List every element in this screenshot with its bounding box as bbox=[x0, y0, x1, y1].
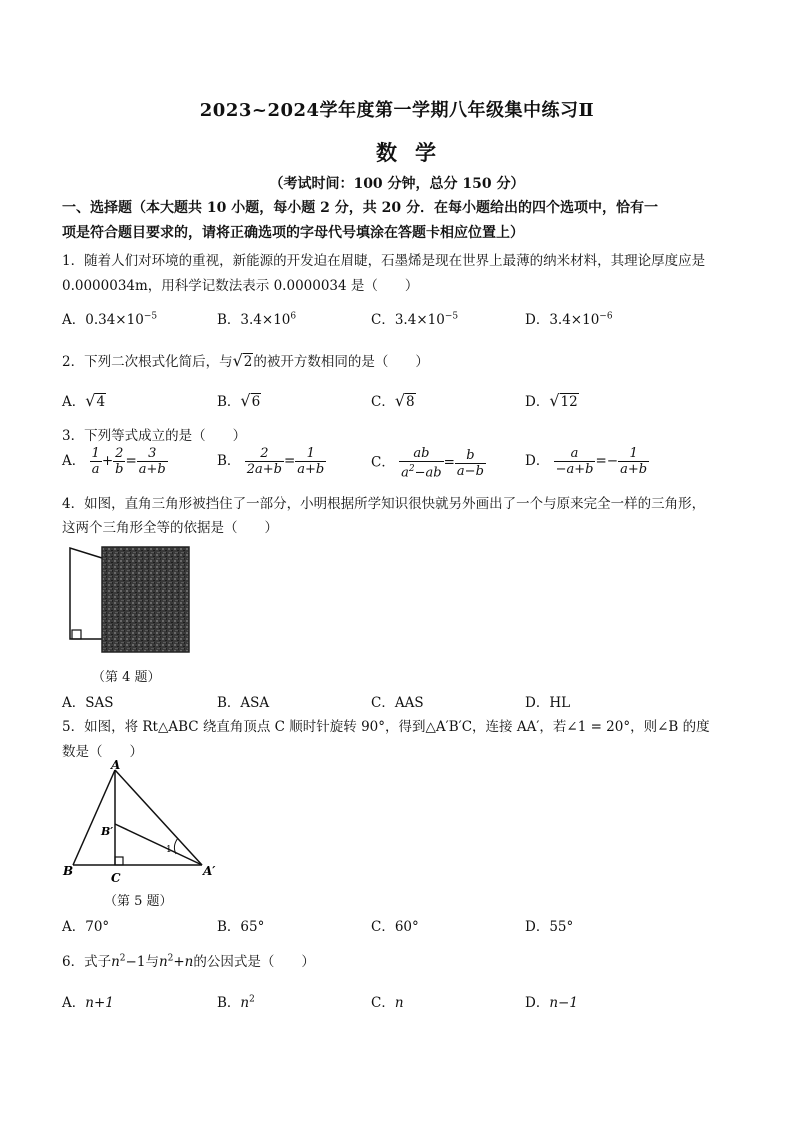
page-title: 2023~2024学年度第一学期八年级集中练习Ⅱ bbox=[199, 100, 595, 121]
q5-stem-line1: 5．如图，将 Rt△ABC 绕直角顶点 C 顺时针旋转 90°，得到△A′B′C，连接 AA′，若∠1 = 20°，则∠B 的度 bbox=[62, 719, 710, 735]
q6-stem: 6．式子$n^2-1$与$n^2+n$的公因式是（ ） bbox=[62, 953, 315, 970]
q5-option-c[interactable]: C．60° bbox=[371, 919, 419, 935]
q1-option-b[interactable]: B．$3.4\times 10^6$ bbox=[217, 311, 297, 328]
q5-option-b[interactable]: B．65° bbox=[217, 919, 265, 935]
q3-option-c[interactable]: C． $\frac{ab}{a^2-ab}$ = $\frac{b}{a-b}$ bbox=[371, 446, 484, 481]
section-heading-line1: 一、选择题（本大题共 10 小题，每小题 2 分，共 20 分．在每小题给出的四个选项中，恰有一 bbox=[62, 200, 658, 216]
q5-stem-line2: 数是（ ） bbox=[62, 744, 143, 760]
q6-option-a[interactable]: A．n+1 bbox=[62, 995, 114, 1011]
q2-sqrt: √2 bbox=[232, 351, 253, 370]
q6-option-d[interactable]: D．n−1 bbox=[525, 995, 578, 1011]
q4-option-d[interactable]: D．HL bbox=[525, 695, 571, 711]
q5-label-c: C bbox=[111, 871, 121, 884]
q4-option-b[interactable]: B．ASA bbox=[217, 695, 270, 711]
q2-option-b[interactable]: B．√6 bbox=[217, 391, 261, 410]
q5-option-d[interactable]: D．55° bbox=[525, 919, 574, 935]
q5-label-b: B bbox=[63, 864, 74, 878]
q2-option-d[interactable]: D．√12 bbox=[525, 391, 578, 410]
subject-title: 数学 bbox=[376, 140, 454, 165]
q4-cover-block bbox=[102, 547, 189, 652]
q1-option-c[interactable]: C．$3.4\times 10^{-5}$ bbox=[371, 311, 459, 328]
q5-label-aprime: A′ bbox=[203, 864, 216, 878]
q6-option-c[interactable]: C．n bbox=[371, 995, 404, 1011]
q3-option-d[interactable]: D． $\frac{a}{-a+b}$ =− $\frac{1}{a+b}$ bbox=[525, 446, 648, 477]
q2-option-c[interactable]: C．√8 bbox=[371, 391, 415, 410]
q6-option-b[interactable]: B．$n^2$ bbox=[217, 994, 255, 1011]
q3-option-a[interactable]: A． $\frac{1}{a}$ + $\frac{2}{b}$ = $\frac{3}{a+b}$ bbox=[62, 446, 166, 477]
q4-stem-line2: 这两个三角形全等的依据是（ ） bbox=[62, 520, 278, 536]
q1-option-a[interactable]: A．$0.34\times 10^{-5}$ bbox=[62, 311, 158, 328]
q3-option-b[interactable]: B． $\frac{2}{2a+b}$ = $\frac{1}{a+b}$ bbox=[217, 446, 325, 477]
q1-stem-line1: 1．随着人们对环境的重视，新能源的开发迫在眉睫，石墨烯是现在世界上最薄的纳米材料，其理论厚度应是 bbox=[62, 253, 706, 269]
q4-triangle-visible-part bbox=[70, 548, 102, 639]
q4-right-angle-mark bbox=[72, 630, 81, 639]
q1-stem-line2: 0.0000034m，用科学记数法表示 0.0000034 是（ ） bbox=[62, 278, 419, 294]
q4-figure bbox=[66, 542, 192, 656]
q5-label-a: A bbox=[111, 758, 121, 772]
q5-figure bbox=[60, 758, 222, 884]
section-heading-line2: 项是符合题目要求的，请将正确选项的字母代号填涂在答题卡相应位置上） bbox=[62, 225, 524, 241]
q4-option-a[interactable]: A．SAS bbox=[62, 695, 114, 711]
q1-option-d[interactable]: D．$3.4\times 10^{-6}$ bbox=[525, 311, 613, 328]
q5-label-angle1: 1 bbox=[166, 845, 172, 855]
q5-caption: （第 5 题） bbox=[104, 894, 173, 909]
q4-caption: （第 4 题） bbox=[92, 670, 161, 685]
q3-stem: 3．下列等式成立的是（ ） bbox=[62, 428, 247, 444]
q5-option-a[interactable]: A．70° bbox=[62, 919, 110, 935]
q5-label-bprime: B′ bbox=[101, 825, 114, 838]
q2-stem: 2．下列二次根式化简后，与√2的被开方数相同的是（ ） bbox=[62, 351, 429, 370]
q2-option-a[interactable]: A．√4 bbox=[62, 391, 106, 410]
exam-info: （考试时间：100 分钟，总分 150 分） bbox=[269, 176, 525, 192]
q4-option-c[interactable]: C．AAS bbox=[371, 695, 424, 711]
q4-stem-line1: 4．如图，直角三角形被挡住了一部分，小明根据所学知识很快就另外画出了一个与原来完全一样的三角形， bbox=[62, 496, 706, 512]
